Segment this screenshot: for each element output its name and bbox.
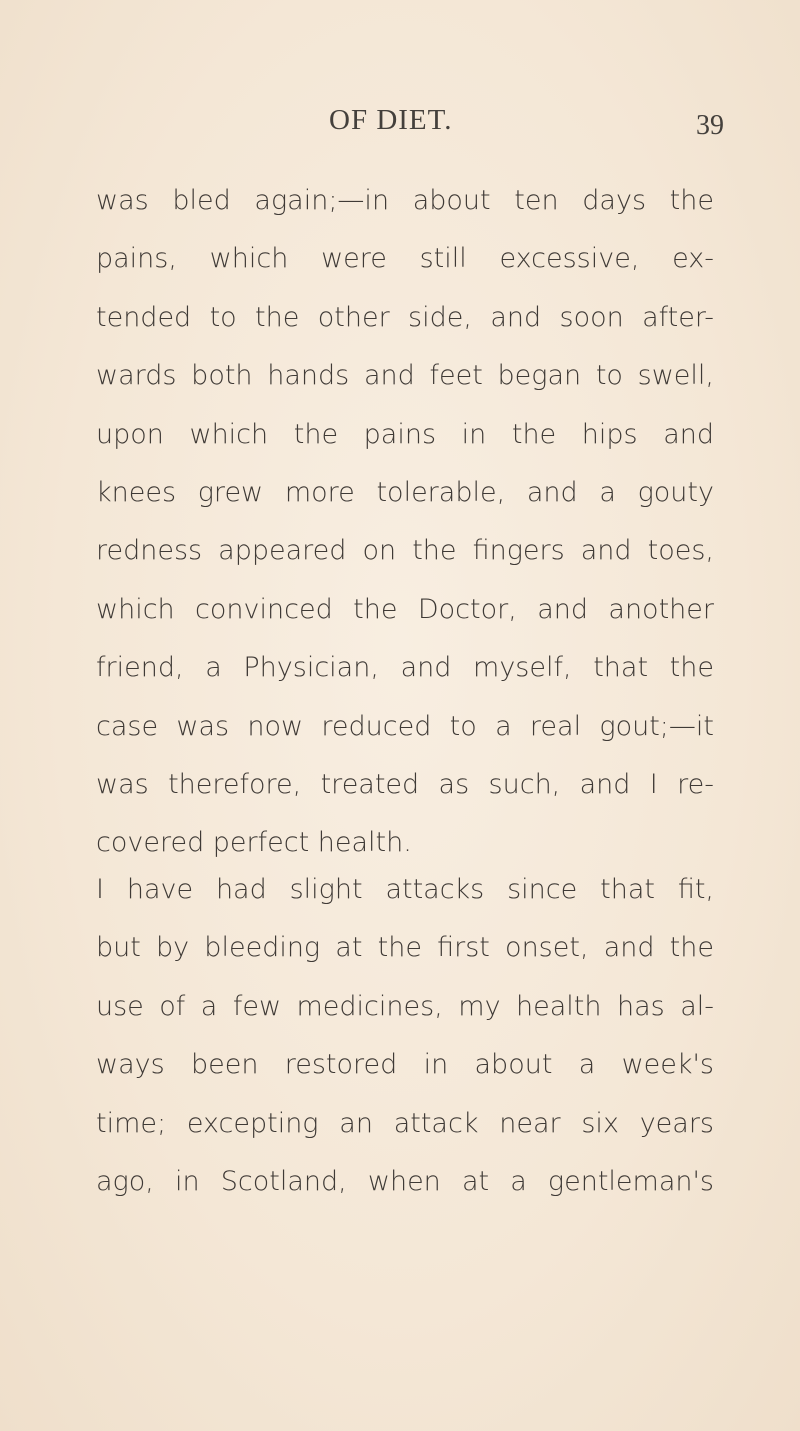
- page-number: 39: [696, 110, 724, 141]
- text-line: wards both hands and feet began to swell,: [96, 360, 714, 392]
- text-line: ways been restored in about a week's: [96, 1049, 714, 1081]
- text-line: covered perfect health.: [96, 827, 412, 859]
- text-line: which convinced the Doctor, and another: [96, 593, 714, 625]
- text-line: upon which the pains in the hips and: [96, 418, 714, 450]
- text-line: friend, a Physician, and myself, that the: [96, 652, 714, 684]
- text-line: tended to the other side, and soon after-: [96, 301, 714, 333]
- text-line: I have had slight attacks since that fit,: [96, 874, 714, 905]
- text-line: pains, which were still excessive, ex-: [96, 243, 714, 275]
- text-line: case was now reduced to a real gout;—it: [96, 710, 714, 742]
- text-line: but by bleeding at the first onset, and the: [96, 932, 714, 964]
- text-line: time; excepting an attack near six years: [96, 1107, 714, 1139]
- text-line: ago, in Scotland, when at a gentleman's: [96, 1165, 714, 1197]
- text-line: use of a few medicines, my health has al-: [96, 990, 714, 1022]
- paragraph-1: [96, 172, 714, 873]
- text-line: redness appeared on the fingers and toes,: [96, 535, 714, 567]
- paragraph-2: [96, 861, 714, 1211]
- text-line: knees grew more tolerable, and a gouty: [96, 476, 714, 508]
- text-line: was therefore, treated as such, and I re-: [96, 768, 714, 800]
- running-head: [0, 104, 800, 144]
- running-head-title: OF DIET.: [329, 104, 453, 136]
- text-line: was bled again;—in about ten days the: [96, 185, 714, 216]
